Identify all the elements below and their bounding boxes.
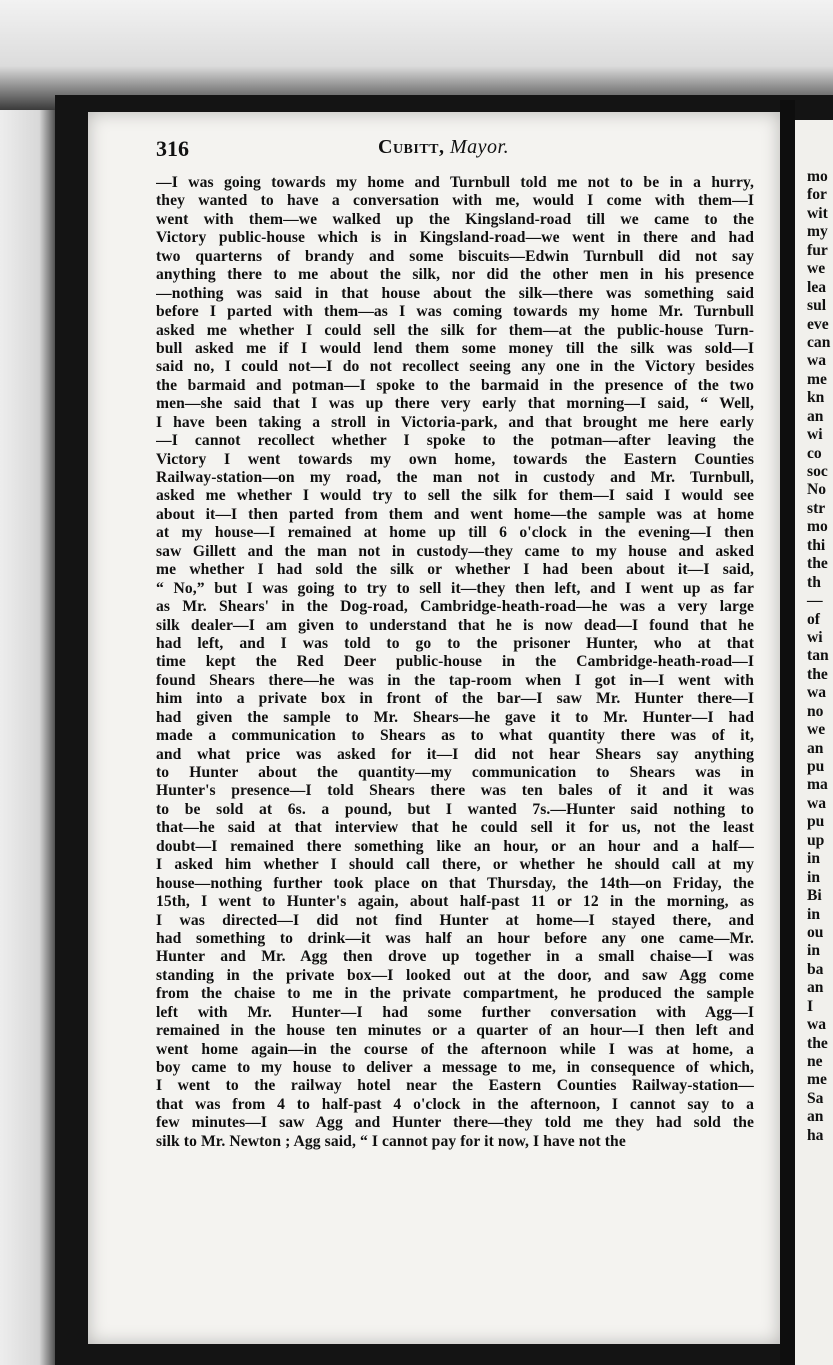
text-line: asked me whether I would try to sell the silk for them—I said I would see — [156, 487, 754, 505]
next-page-fragment: we — [807, 260, 826, 278]
text-line: as Mr. Shears' in the Dog-road, Cambridge-heath-road—he was a very large — [156, 598, 754, 616]
text-line: standing in the private box—I looked out at the door, and saw Agg come — [156, 966, 754, 984]
text-line: made a communication to Shears as to what quantity there was of it, — [156, 727, 754, 745]
text-line: went home again—in the course of the afternoon while I was at home, a — [156, 1040, 754, 1058]
text-line: went with them—we walked up the Kingsland-road till we came to the — [156, 210, 754, 228]
next-page-fragment: kn — [807, 389, 825, 407]
text-line: “ No,” but I was going to try to sell it—they then left, and I went up as far — [156, 579, 754, 597]
next-page-fragment: th — [807, 573, 821, 591]
next-page-fragment: fur — [807, 241, 828, 259]
text-line: doubt—I remained there something like an hour, or an hour and a half— — [156, 837, 754, 855]
next-page-fragment: me — [807, 1071, 827, 1089]
text-line: few minutes—I saw Agg and Hunter there—they told me they had sold the — [156, 1114, 754, 1132]
next-page-sliver — [795, 120, 833, 1365]
next-page-fragment: pu — [807, 758, 825, 775]
next-page-fragment: for — [807, 186, 827, 204]
next-page-fragment: sul — [807, 297, 827, 315]
next-page-fragment: an — [807, 739, 824, 757]
next-page-fragment: we — [807, 721, 826, 739]
next-page-fragment: soc — [807, 463, 828, 480]
text-line: that—he said at that interview that he could sell it for us, not the least — [156, 819, 754, 837]
next-page-fragment: in — [807, 868, 821, 886]
text-line: saw Gillett and the man not in custody—they came to my house and asked — [156, 542, 754, 560]
next-page-fragment: ma — [807, 776, 828, 794]
text-line: asked me whether I could sell the silk for them—at the public-house Turn- — [156, 321, 754, 339]
text-line: men—she said that I was up there very early that morning—I said, “ Well, — [156, 395, 754, 413]
next-page-fragment: eve — [807, 315, 829, 333]
page-gutter — [780, 100, 795, 1365]
text-line: Hunter's presence—I told Shears there was ten bales of it and it was — [156, 782, 754, 800]
next-page-fragment: No — [807, 481, 827, 499]
page-number: 316 — [156, 136, 189, 161]
text-line: —nothing was said in that house about the silk—there was something said — [156, 284, 754, 302]
text-line: had given the sample to Mr. Shears—he gave it to Mr. Hunter—I had — [156, 708, 754, 726]
text-line: to be sold at 6s. a pound, but I wanted 7s.—Hunter said nothing to — [156, 800, 754, 818]
next-page-fragment: of — [807, 610, 820, 628]
next-page-fragment: I — [807, 997, 814, 1015]
text-line: to Hunter about the quantity—my communication to Shears was in — [156, 764, 754, 781]
text-line: had left, and I was told to go to the prisoner Hunter, who at that — [156, 634, 754, 652]
next-page-fragment: an — [807, 407, 824, 425]
text-line: 15th, I went to Hunter's again, about half-past 11 or 12 in the morning, as — [156, 893, 754, 911]
next-page-fragment: in — [807, 942, 821, 960]
next-page-fragment: — — [807, 592, 823, 610]
next-page-fragment: lea — [807, 278, 827, 296]
text-line: found Shears there—he was in the tap-room when I got in—I went with — [156, 671, 754, 689]
next-page-fragment: wa — [807, 1016, 827, 1034]
page-header — [156, 136, 756, 166]
next-page-fragment: my — [807, 223, 828, 241]
next-page-fragment: Bi — [807, 887, 822, 905]
next-page-fragment: the — [807, 665, 828, 683]
next-page-fragment: tan — [807, 647, 829, 665]
next-page-fragment: no — [807, 702, 824, 720]
text-line: I have been taking a stroll in Victoria-park, and that brought me here early — [156, 413, 754, 431]
text-line: at my house—I remained at home up till 6 o'clock in the evening—I then — [156, 524, 754, 542]
text-line: him into a private box in front of the bar—I saw Mr. Hunter there—I — [156, 690, 754, 708]
text-line: and what price was asked for it—I did not hear Shears say anything — [156, 745, 754, 763]
next-page-fragment: thi — [807, 536, 826, 554]
body-text — [156, 174, 754, 1151]
text-line: remained in the house ten minutes or a quarter of an hour—I then left and — [156, 1022, 754, 1040]
text-line: about it—I then parted from them and went home—the sample was at home — [156, 505, 754, 523]
text-line: —I was going towards my home and Turnbull told me not to be in a hurry, — [156, 174, 754, 191]
next-page-fragment: Sa — [807, 1089, 824, 1107]
running-head-title: Mayor. — [450, 136, 510, 158]
next-page-fragment: pu — [807, 813, 825, 831]
text-line: before I parted with them—as I was coming towards my home Mr. Turnbull — [156, 303, 754, 321]
text-line: I asked him whether I should call there, or whether he should call at my — [156, 856, 754, 874]
next-page-fragment: in — [807, 905, 821, 923]
next-page-fragment: me — [807, 370, 827, 388]
text-line: bull asked me if I would lend them some money till the silk was sold—I — [156, 339, 754, 357]
next-page-fragment: ha — [807, 1126, 824, 1144]
text-line: Victory I went towards my own home, towards the Eastern Counties — [156, 450, 754, 468]
text-line: left with Mr. Hunter—I had some further conversation with Agg—I — [156, 1003, 754, 1021]
next-page-fragment: an — [807, 979, 824, 997]
text-line: house—nothing further took place on that Thursday, the 14th—on Friday, the — [156, 874, 754, 892]
film-top-edge — [0, 0, 833, 110]
text-line: silk to Mr. Newton ; Agg said, “ I cannot pay for it now, I have not the — [156, 1132, 626, 1150]
next-page-fragment: ne — [807, 1053, 823, 1070]
text-line: from the chaise to me in the private compartment, he produced the sample — [156, 985, 754, 1003]
text-line: said no, I could not—I do not recollect seeing any one in the Victory besides — [156, 358, 754, 376]
next-page-fragment: wa — [807, 352, 827, 370]
film-left-edge — [0, 110, 56, 1365]
text-line: silk dealer—I am given to understand that he is now dead—I found that he — [156, 616, 754, 634]
next-page-fragment: an — [807, 1108, 824, 1126]
next-page-fragment: ba — [807, 960, 824, 978]
text-line: Victory public-house which is in Kingsland-road—we went in there and had — [156, 229, 754, 247]
next-page-fragment: can — [807, 333, 831, 351]
text-line: Railway-station—on my road, the man not in custody and Mr. Turnbull, — [156, 469, 754, 486]
text-line: anything there to me about the silk, nor did the other men in his presence — [156, 266, 754, 284]
book-page — [88, 112, 780, 1344]
text-line: I was directed—I did not find Hunter at home—I stayed there, and — [156, 911, 754, 929]
running-head — [378, 136, 509, 159]
next-page-fragment: wit — [807, 204, 828, 222]
text-line: Hunter and Mr. Agg then drove up together in a small chaise—I was — [156, 948, 754, 966]
text-line: boy came to my house to deliver a message to me, in consequence of which, — [156, 1059, 754, 1076]
next-page-fragment: mo — [807, 518, 828, 536]
text-line: had something to drink—it was half an hour before any one came—Mr. — [156, 929, 754, 947]
text-line: the barmaid and potman—I spoke to the barmaid in the presence of the two — [156, 376, 754, 394]
text-line: me whether I had sold the silk or whether I had been about it—I said, — [156, 561, 754, 579]
next-page-fragment: wa — [807, 684, 827, 702]
next-page-fragment: in — [807, 850, 821, 868]
running-head-name: Cubitt, — [378, 136, 445, 158]
next-page-fragment: wi — [807, 628, 823, 646]
text-line: they wanted to have a conversation with me, would I come with them—I — [156, 192, 754, 210]
text-line: —I cannot recollect whether I spoke to the potman—after leaving the — [156, 432, 754, 450]
next-page-fragment: wa — [807, 794, 827, 812]
next-page-fragment: the — [807, 1034, 828, 1052]
next-page-fragment: str — [807, 499, 826, 517]
text-line: time kept the Red Deer public-house in the Cambridge-heath-road—I — [156, 653, 754, 671]
next-page-fragment: co — [807, 444, 822, 462]
next-page-fragment: up — [807, 831, 825, 849]
text-line: I went to the railway hotel near the Eastern Counties Railway-station— — [156, 1077, 754, 1095]
next-page-fragment: the — [807, 555, 828, 573]
next-page-fragment: wi — [807, 426, 823, 444]
next-page-fragment: ou — [807, 923, 824, 941]
text-line: that was from 4 to half-past 4 o'clock in the afternoon, I cannot say to a — [156, 1095, 754, 1113]
next-page-fragment: mo — [807, 168, 828, 185]
text-line: two quarterns of brandy and some biscuits—Edwin Turnbull did not say — [156, 247, 754, 265]
